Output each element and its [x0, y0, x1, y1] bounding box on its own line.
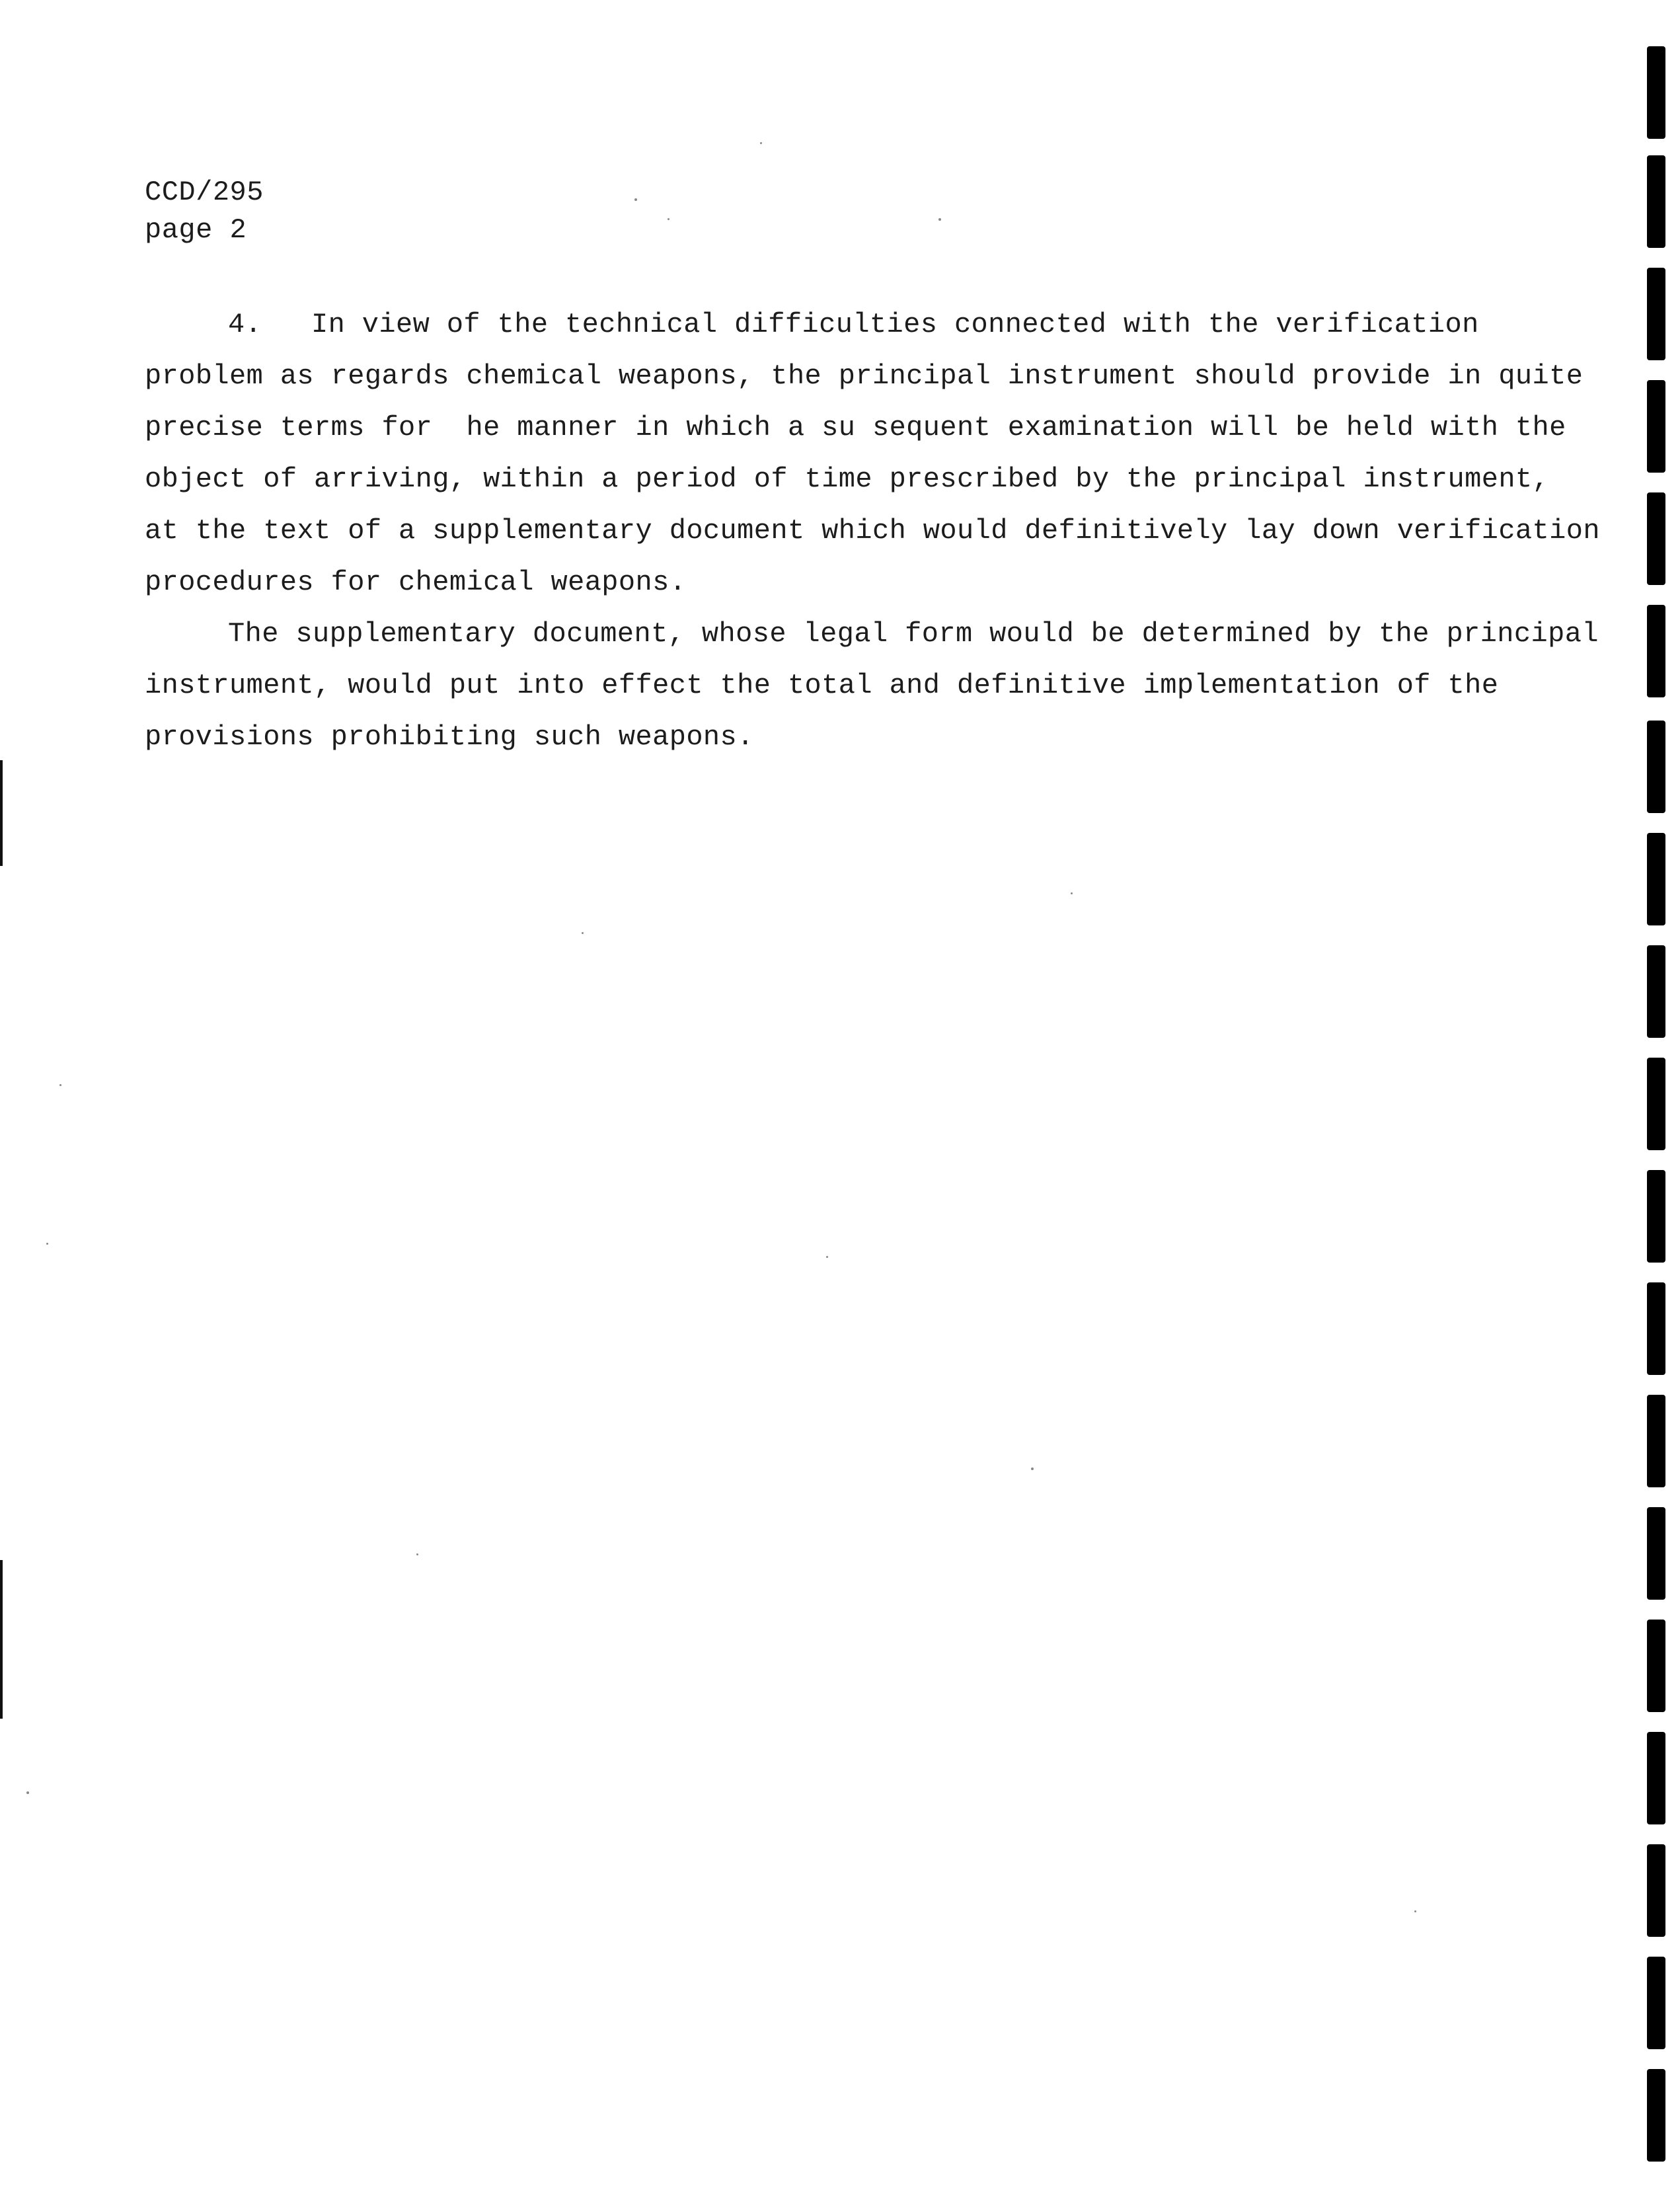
paragraph-5-line: The supplementary document, whose legal form would be determined by the principal	[228, 618, 1599, 650]
document-code: CCD/295	[145, 176, 264, 208]
document-body	[145, 299, 1600, 763]
paragraph-4-line: at the text of a supplementary document which would definitively lay down verification	[145, 515, 1600, 547]
paragraph-4-line: 4. In view of the technical difficulties connected with the verification	[145, 299, 1566, 350]
paragraph-number: 4.	[228, 309, 262, 340]
scanner-edge-marks	[1647, 0, 1667, 2190]
document-header	[145, 174, 264, 249]
paragraph-4-line: precise terms for he manner in which a su sequent examination will be held with the	[145, 412, 1566, 444]
scan-left-edge	[0, 1560, 3, 1719]
paragraph-4-line: problem as regards chemical weapons, the principal instrument should provide in quite	[145, 360, 1584, 392]
paragraph-4-line: object of arriving, within a period of time prescribed by the principal instrument,	[145, 463, 1550, 495]
paragraph-5-line: provisions prohibiting such weapons.	[145, 721, 754, 753]
page-number: page 2	[145, 214, 247, 246]
paragraph-4-line: procedures for chemical weapons.	[145, 567, 687, 598]
scan-left-edge	[0, 760, 3, 866]
paragraph-5-line: instrument, would put into effect the total and definitive implementation of the	[145, 670, 1499, 701]
